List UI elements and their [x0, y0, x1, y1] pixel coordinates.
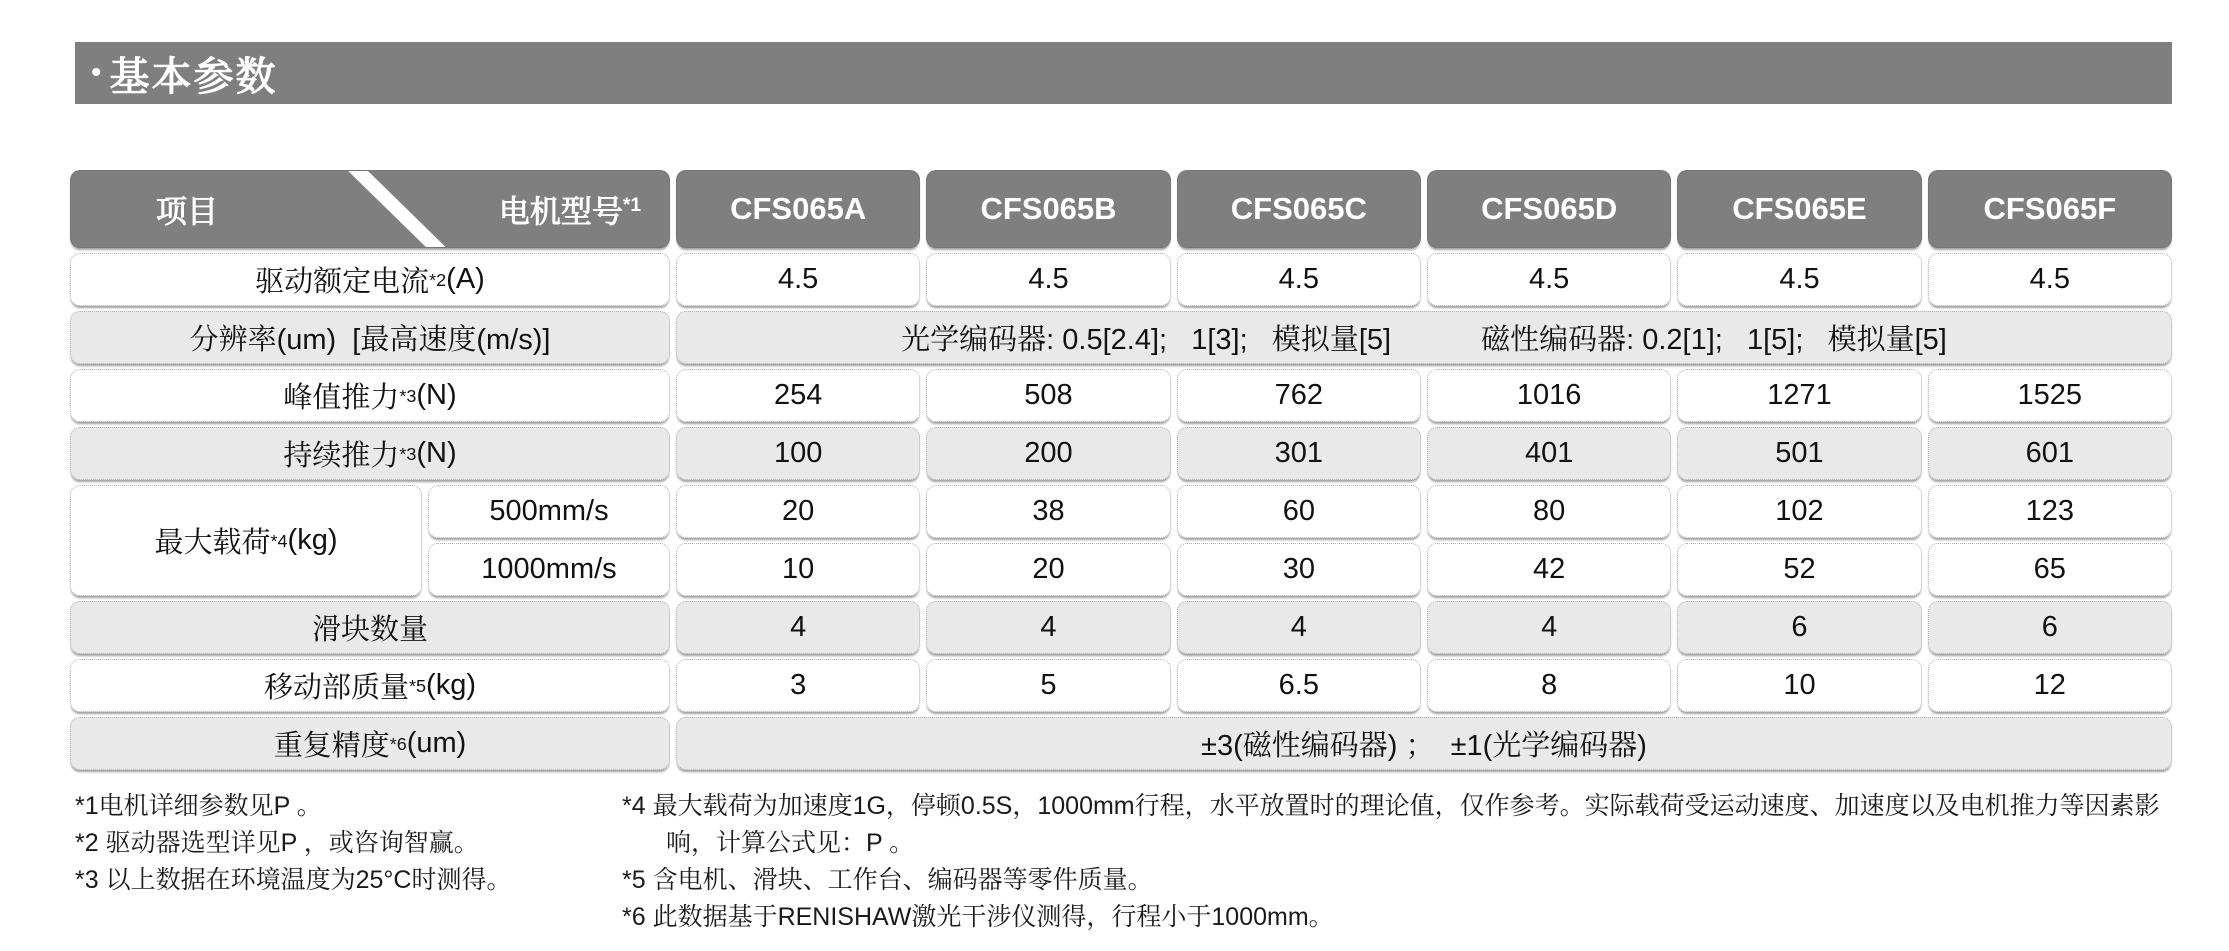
value-cell: 4	[1177, 601, 1421, 654]
value-cell: 4.5	[676, 253, 920, 306]
value-cell: 3	[676, 659, 920, 712]
row-label-text: 最大载荷	[154, 527, 271, 559]
value-cell: 42	[1427, 543, 1671, 596]
row-label-unit: (kg)	[287, 524, 338, 556]
subrow-500mms	[428, 485, 2172, 538]
row-label-unit: (um)	[406, 727, 467, 759]
value-cell: 65	[1928, 543, 2172, 596]
value-cell: 501	[1677, 427, 1921, 480]
table-header-row	[70, 170, 2172, 248]
value-cell: 80	[1427, 485, 1671, 538]
value-cell: 4	[676, 601, 920, 654]
row-label-unit: (N)	[416, 437, 457, 469]
column-header-cfs065e: CFS065E	[1677, 170, 1921, 248]
row-label: 分辨率(um) [最高速度(m/s)]	[70, 311, 670, 364]
sub-label: 1000mm/s	[428, 543, 670, 596]
value-cell: 20	[926, 543, 1170, 596]
corner-item-label: 项目	[156, 194, 218, 230]
row-peak-thrust	[70, 369, 2172, 422]
row-label: 驱动额定电流 *2 (A)	[70, 253, 670, 306]
corner-motor-sup: *1	[622, 195, 641, 217]
section-title: 基本参数	[109, 54, 278, 99]
row-max-load	[70, 485, 2172, 596]
value-cell: 254	[676, 369, 920, 422]
value-cell: 20	[676, 485, 920, 538]
title-bullet-icon: •	[91, 56, 102, 89]
value-cell: 6.5	[1177, 659, 1421, 712]
section-title-bar	[75, 42, 2172, 104]
row-label-unit: (kg)	[426, 669, 476, 701]
footnote-line: *5 含电机、滑块、工作台、编码器等零件质量。	[622, 866, 1153, 894]
row-label: 移动部质量 *5 (kg)	[70, 659, 670, 712]
merged-value-cell	[676, 311, 2172, 364]
row-label-unit: (N)	[416, 379, 457, 411]
value-cell: 401	[1427, 427, 1671, 480]
subrow-1000mms	[428, 543, 2172, 596]
value-cell: 1525	[1928, 369, 2172, 422]
footnote-line: *4 最大载荷为加速度1G，停顿0.5S，1000mm行程，水平放置时的理论值，仅作参考。实际载荷受运动速度、加速度以及电机推力等因素影响，计算公式见：P 。	[622, 792, 2160, 857]
value-cell: 100	[676, 427, 920, 480]
column-header-cfs065c: CFS065C	[1177, 170, 1421, 248]
value-cell: 8	[1427, 659, 1671, 712]
corner-cell	[70, 170, 670, 248]
value-cell: 123	[1928, 485, 2172, 538]
value-cell: 4	[926, 601, 1170, 654]
row-continuous-thrust	[70, 427, 2172, 480]
value-cell: 102	[1677, 485, 1921, 538]
column-header-cfs065a: CFS065A	[676, 170, 920, 248]
footnotes-left	[75, 788, 595, 899]
sub-label: 500mm/s	[428, 485, 670, 538]
row-label: 峰值推力 *3 (N)	[70, 369, 670, 422]
max-load-subrows	[428, 485, 2172, 596]
footnote-line: *3 以上数据在环境温度为25°C时测得。	[75, 866, 512, 894]
row-label-text: 峰值推力	[283, 382, 400, 414]
spec-table	[70, 170, 2172, 770]
value-cell: 4.5	[1928, 253, 2172, 306]
row-label-text: 重复精度	[273, 730, 390, 762]
value-cell: 10	[1677, 659, 1921, 712]
value-cell: 4	[1427, 601, 1671, 654]
row-label-text: 移动部质量	[264, 672, 410, 704]
row-rated-current	[70, 253, 2172, 306]
value-cell: 52	[1677, 543, 1921, 596]
value-cell: 1271	[1677, 369, 1921, 422]
footnote-line: *2 驱动器选型详见P ，或咨询智赢。	[75, 829, 479, 857]
corner-motor-label	[499, 187, 641, 232]
row-label-text: 驱动额定电流	[255, 266, 430, 298]
value-cell: 4.5	[1427, 253, 1671, 306]
value-cell: 12	[1928, 659, 2172, 712]
row-repeatability	[70, 717, 2172, 770]
value-cell: 1016	[1427, 369, 1671, 422]
row-label: 重复精度 *6 (um)	[70, 717, 670, 770]
value-cell: 30	[1177, 543, 1421, 596]
value-cell: 4.5	[1177, 253, 1421, 306]
column-header-cfs065b: CFS065B	[926, 170, 1170, 248]
value-cell: 4.5	[926, 253, 1170, 306]
column-header-cfs065f: CFS065F	[1928, 170, 2172, 248]
value-cell: 6	[1677, 601, 1921, 654]
row-label-unit: (A)	[446, 263, 485, 295]
merged-value-cell	[676, 717, 2172, 770]
value-cell: 6	[1928, 601, 2172, 654]
value-cell: 301	[1177, 427, 1421, 480]
value-cell: 200	[926, 427, 1170, 480]
resolution-optical-text: 光学编码器: 0.5[2.4]; 1[3]; 模拟量[5]	[901, 324, 1392, 356]
row-label-text: 滑块数量	[311, 614, 428, 646]
row-label: 持续推力 *3 (N)	[70, 427, 670, 480]
footnote-line: *1电机详细参数见P 。	[75, 792, 322, 820]
row-label-text: 持续推力	[283, 440, 400, 472]
row-label	[70, 601, 670, 654]
footnote-line: *6 此数据基于RENISHAW激光干涉仪测得，行程小于1000mm。	[622, 903, 1334, 931]
row-label: 最大载荷 *4 (kg)	[70, 485, 422, 596]
value-cell: 5	[926, 659, 1170, 712]
resolution-magnetic-text: 磁性编码器: 0.2[1]; 1[5]; 模拟量[5]	[1481, 324, 1947, 356]
corner-motor-text: 电机型号	[498, 194, 623, 230]
repeatability-text: ±3(磁性编码器) ； ±1(光学编码器)	[1201, 730, 1647, 762]
column-header-cfs065d: CFS065D	[1427, 170, 1671, 248]
value-cell: 60	[1177, 485, 1421, 538]
row-moving-mass	[70, 659, 2172, 712]
row-slider-count	[70, 601, 2172, 654]
value-cell: 38	[926, 485, 1170, 538]
value-cell: 762	[1177, 369, 1421, 422]
value-cell: 4.5	[1677, 253, 1921, 306]
footnotes-right	[622, 788, 2182, 936]
value-cell: 508	[926, 369, 1170, 422]
value-cell: 10	[676, 543, 920, 596]
row-resolution	[70, 311, 2172, 364]
value-cell: 601	[1928, 427, 2172, 480]
